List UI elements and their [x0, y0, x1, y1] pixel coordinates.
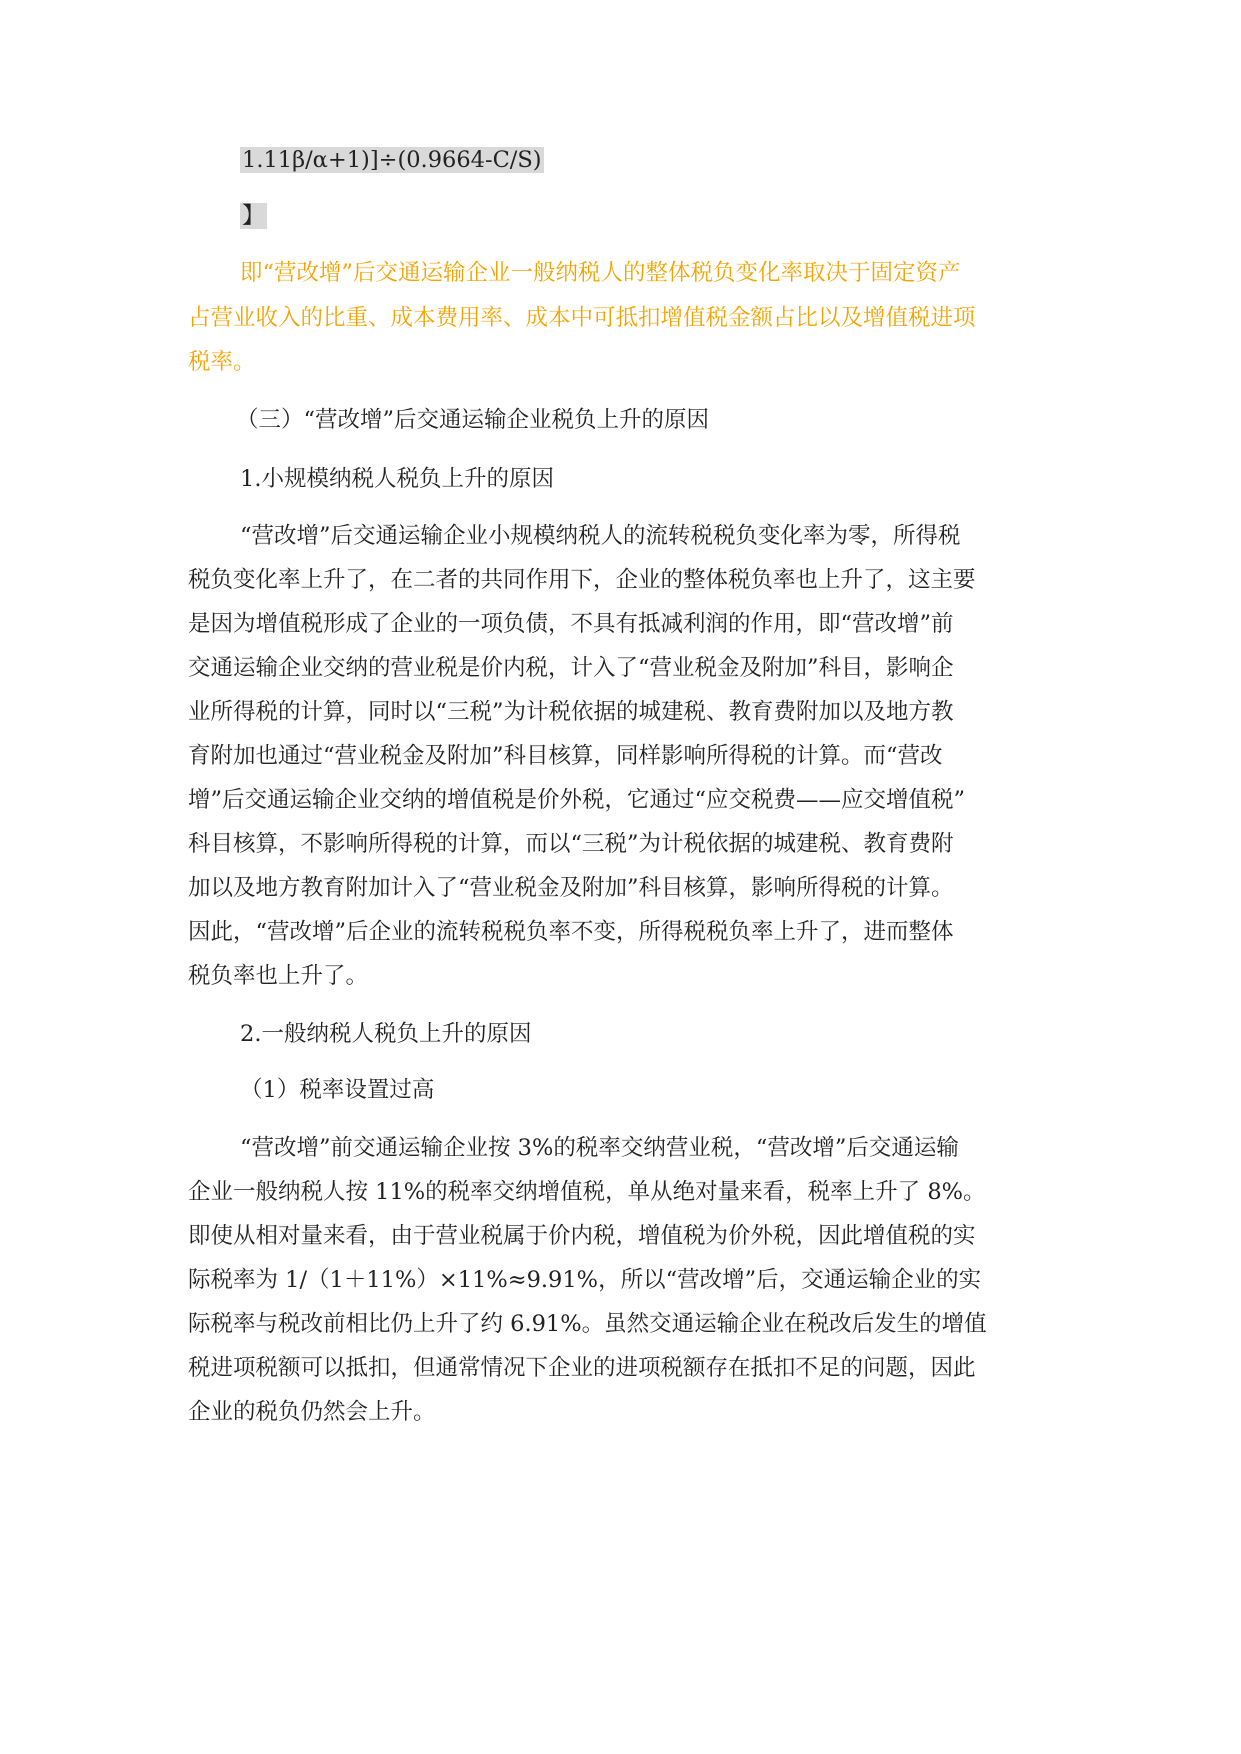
para1-line: 税负变化率上升了，在二者的共同作用下，企业的整体税负率也上升了，这主要 [188, 567, 976, 593]
formula-text: 1.11β/α+1)]÷(0.9664-C/S) [242, 147, 542, 173]
para1-line: 因此，“营改增”后企业的流转税税负率不变，所得税税负率上升了，进而整体 [188, 919, 954, 945]
para1-line: 加以及地方教育附加计入了“营业税金及附加”科目核算，影响所得税的计算。 [188, 875, 954, 901]
subheading-small-scale: 1.小规模纳税人税负上升的原因 [240, 466, 554, 492]
para1-line: 科目核算，不影响所得税的计算，而以“三税”为计税依据的城建税、教育费附 [188, 831, 954, 857]
para1-line: “营改增”后交通运输企业小规模纳税人的流转税税负变化率为零，所得税 [240, 523, 961, 549]
formula-line [240, 144, 1110, 176]
para2-line: 际税率与税改前相比仍上升了约 6.91%。虽然交通运输企业在税改后发生的增值 [188, 1311, 987, 1337]
para2-line: 即使从相对量来看，由于营业税属于价内税，增值税为价外税，因此增值税的实 [188, 1223, 976, 1249]
conclusion-line-2: 占营业收入的比重、成本费用率、成本中可抵扣增值税金额占比以及增值税进项 [188, 305, 976, 331]
para1-line: 交通运输企业交纳的营业税是价内税，计入了“营业税金及附加”科目，影响企 [188, 655, 954, 681]
subheading-rate-too-high: （1）税率设置过高 [240, 1077, 435, 1103]
para2-line: 企业的税负仍然会上升。 [188, 1399, 436, 1425]
para2-line: 企业一般纳税人按 11%的税率交纳增值税，单从绝对量来看，税率上升了 8%。 [188, 1179, 986, 1205]
conclusion-line-1: 即“营改增”后交通运输企业一般纳税人的整体税负变化率取决于固定资产 [240, 260, 961, 286]
para1-line: 育附加也通过“营业税金及附加”科目核算，同样影响所得税的计算。而“营改 [188, 743, 943, 769]
para2-line: 际税率为 1/（1＋11%）×11%≈9.91%，所以“营改增”后，交通运输企业的实 [188, 1267, 982, 1293]
para1-line: 业所得税的计算，同时以“三税”为计税依据的城建税、教育费附加以及地方教 [188, 699, 954, 725]
para1-line: 增”后交通运输企业交纳的增值税是价外税，它通过“应交税费——应交增值税” [188, 787, 966, 813]
formula-bracket-line [240, 200, 1110, 232]
conclusion-line-3: 税率。 [188, 349, 256, 375]
formula-bracket: 】 [242, 203, 265, 229]
para2-line: 税进项税额可以抵扣，但通常情况下企业的进项税额存在抵扣不足的问题，因此 [188, 1355, 976, 1381]
section-heading: （三）“营改增”后交通运输企业税负上升的原因 [236, 407, 710, 433]
para1-line: 是因为增值税形成了企业的一项负债，不具有抵减利润的作用，即“营改增”前 [188, 611, 954, 637]
para1-line: 税负率也上升了。 [188, 963, 369, 989]
subheading-general-taxpayer: 2.一般纳税人税负上升的原因 [240, 1021, 532, 1047]
para2-line: “营改增”前交通运输企业按 3%的税率交纳营业税，“营改增”后交通运输 [240, 1135, 959, 1161]
